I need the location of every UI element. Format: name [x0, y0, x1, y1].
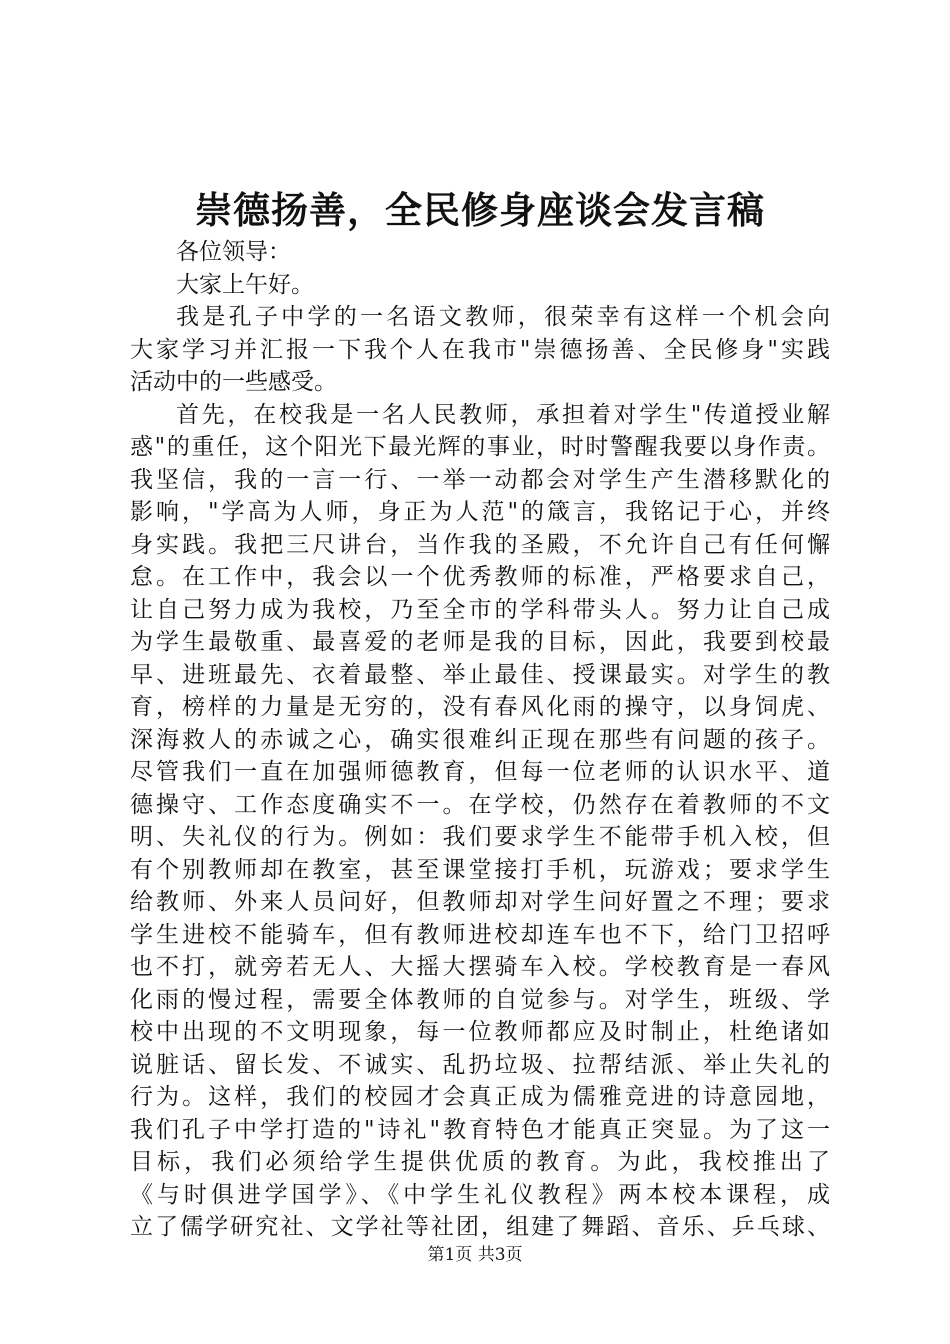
- paragraph-line: 给教师、外来人员问好，但教师却对学生问好置之不理；要求: [130, 889, 830, 915]
- salutation-line: 各位领导：: [176, 239, 291, 265]
- paragraph-line: 深海救人的赤诚之心，确实很难纠正现在那些有问题的孩子。: [130, 726, 830, 753]
- paragraph-line: 我们孔子中学打造的"诗礼"教育特色才能真正突显。为了这一: [130, 1116, 830, 1143]
- paragraph-line: 学生进校不能骑车，但有教师进校却连车也不下，给门卫招呼: [130, 921, 830, 948]
- paragraph-line: 大家学习并汇报一下我个人在我市"崇德扬善、全民修身"实践: [130, 336, 830, 363]
- paragraph-line: 影响，"学高为人师，身正为人范"的箴言，我铭记于心，并终: [130, 499, 830, 525]
- greeting-line: 大家上午好。: [176, 271, 314, 298]
- paragraph-line: 首先，在校我是一名人民教师，承担着对学生"传道授业解: [176, 401, 830, 428]
- paragraph-line: 我是孔子中学的一名语文教师，很荣幸有这样一个机会向: [176, 304, 830, 330]
- paragraph-line: 也不打，就旁若无人、大摇大摆骑车入校。学校教育是一春风: [130, 954, 830, 980]
- paragraph-line: 有个别教师却在教室，甚至课堂接打手机，玩游戏；要求学生: [130, 856, 830, 883]
- paragraph-line: 惑"的重任，这个阳光下最光辉的事业，时时警醒我要以身作责。: [130, 434, 830, 460]
- paragraph-line: 让自己努力成为我校，乃至全市的学科带头人。努力让自己成: [130, 596, 830, 623]
- document-title: 崇德扬善，全民修身座谈会发言稿: [195, 188, 765, 232]
- paragraph-line: 《与时俱进学国学》、《中学生礼仪教程》两本校本课程，成: [130, 1181, 830, 1208]
- paragraph-line: 育，榜样的力量是无穷的，没有春风化雨的操守，以身饲虎、: [130, 694, 830, 720]
- paragraph-line: 身实践。我把三尺讲台，当作我的圣殿，不允许自己有任何懈: [130, 531, 830, 558]
- paragraph-line: 说脏话、留长发、不诚实、乱扔垃圾、拉帮结派、举止失礼的: [130, 1051, 830, 1078]
- paragraph-line: 德操守、工作态度确实不一。在学校，仍然存在着教师的不文: [130, 791, 830, 818]
- document-body: [130, 236, 830, 1244]
- page-number-footer: 第1页 共3页: [427, 1245, 523, 1265]
- paragraph-line: 为学生最敬重、最喜爱的老师是我的目标，因此，我要到校最: [130, 629, 830, 655]
- paragraph-line: 尽管我们一直在加强师德教育，但每一位老师的认识水平、道: [130, 759, 830, 785]
- paragraph-line: 立了儒学研究社、文学社等社团，组建了舞蹈、音乐、乒乓球、: [130, 1214, 830, 1240]
- paragraph-line: 怠。在工作中，我会以一个优秀教师的标准，严格要求自己，: [130, 564, 830, 590]
- paragraph-line: 我坚信，我的一言一行、一举一动都会对学生产生潜移默化的: [130, 466, 830, 493]
- paragraph-line: 行为。这样，我们的校园才会真正成为儒雅竞进的诗意园地，: [130, 1084, 830, 1110]
- paragraph-line: 活动中的一些感受。: [130, 369, 337, 395]
- paragraph-line: 目标，我们必须给学生提供优质的教育。为此，我校推出了: [130, 1149, 830, 1175]
- paragraph-line: 化雨的慢过程，需要全体教师的自觉参与。对学生，班级、学: [130, 986, 830, 1013]
- paragraph-line: 校中出现的不文明现象，每一位教师都应及时制止，杜绝诸如: [130, 1019, 830, 1045]
- paragraph-line: 早、进班最先、衣着最整、举止最佳、授课最实。对学生的教: [130, 661, 830, 688]
- paragraph-line: 明、失礼仪的行为。例如：我们要求学生不能带手机入校，但: [130, 824, 830, 850]
